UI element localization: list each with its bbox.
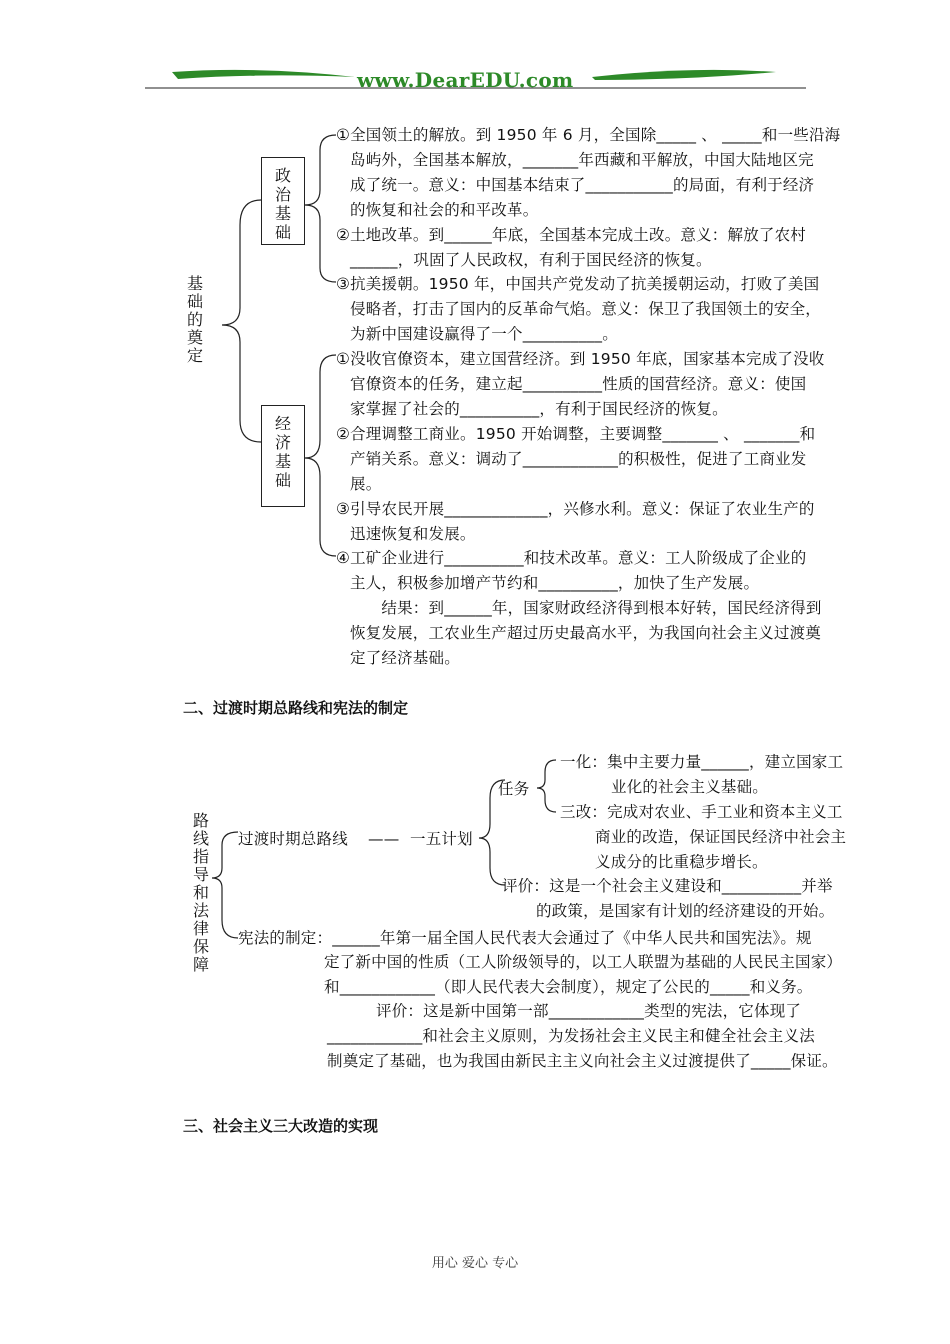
site-logo-text: www.DearEDU.com: [357, 68, 574, 92]
constitution-line-1: 宪法的制定：______年第一届全国人民代表大会通过了《中华人民共和国宪法》。规: [238, 929, 812, 947]
political-line-8: 侵略者，打击了国内的反革命气焰。意义：保卫了我国领土的安全，: [350, 300, 822, 318]
economic-line-9: ④工矿企业进行__________和技术改革。意义：工人阶级成了企业的: [336, 549, 807, 567]
economic-line-8: 迅速恢复和发展。: [350, 525, 476, 543]
evaluation-line-1: 评价：这是一个社会主义建设和__________并举: [502, 877, 833, 895]
constitution-line-6: 制奠定了基础，也为我国由新民主主义向社会主义过渡提供了_____保证。: [327, 1052, 838, 1070]
political-line-3: 成了统一。意义：中国基本结束了___________的局面，有利于经济: [350, 176, 815, 194]
political-basis-label: 政治基础: [274, 166, 291, 242]
economic-line-5: 产销关系。意义：调动了____________的积极性，促进了工商业发: [350, 450, 807, 468]
economic-line-3: 家掌握了社会的__________，有利于国民经济的恢复。: [350, 400, 728, 418]
task-line-2: 业化的社会主义基础。: [611, 778, 769, 796]
political-line-2: 岛屿外，全国基本解放，_______年西藏和平解放，中国大陆地区完: [350, 151, 814, 169]
economic-basis-label: 经济基础: [274, 414, 291, 490]
economic-result-line-1: 结果：到______年，国家财政经济得到根本好转，国民经济得到: [350, 599, 822, 617]
tasks-label: 任务: [498, 780, 530, 798]
economic-line-2: 官僚资本的任务，建立起__________性质的国营经济。意义：使国: [350, 375, 807, 393]
political-line-1: ①全国领土的解放。到 1950 年 6 月，全国除_____ 、 _____和一些沿海: [336, 126, 841, 144]
route-root-bracket: [212, 832, 238, 938]
political-line-9: 为新中国建设赢得了一个__________。: [350, 325, 618, 343]
constitution-line-4: 评价：这是新中国第一部____________类型的宪法，它体现了: [376, 1002, 802, 1020]
tasks-bracket: [537, 760, 556, 812]
economic-result-line-3: 定了经济基础。: [350, 649, 460, 667]
five-year-plan-label: 一五计划: [410, 830, 473, 848]
political-line-4: 的恢复和社会的和平改革。: [350, 201, 539, 219]
section3-heading: 三、社会主义三大改造的实现: [183, 1117, 379, 1135]
task-line-1: 一化：集中主要力量______，建立国家工: [560, 753, 844, 771]
economic-line-1: ①没收官僚资本，建立国营经济。到 1950 年底，国家基本完成了没收: [336, 350, 825, 368]
task-line-3: 三改：完成对农业、手工业和资本主义工: [560, 803, 843, 821]
task-line-4: 商业的改造，保证国民经济中社会主: [595, 828, 847, 846]
economic-line-7: ③引导农民开展_____________，兴修水利。意义：保证了农业生产的: [336, 500, 815, 518]
economic-line-4: ②合理调整工商业。1950 开始调整，主要调整_______ 、 _______和: [336, 425, 816, 443]
economic-line-10: 主人，积极参加增产节约和__________，加快了生产发展。: [350, 574, 760, 592]
task-line-5: 义成分的比重稳步增长。: [595, 853, 768, 871]
general-line-label: 过渡时期总路线: [238, 830, 348, 848]
evaluation-line-2: 的政策，是国家有计划的经济建设的开始。: [536, 902, 835, 920]
political-line-5: ②土地改革。到______年底，全国基本完成土改。意义：解放了农村: [336, 226, 806, 244]
constitution-line-2: 定了新中国的性质（工人阶级领导的，以工人联盟为基础的人民民主国家）: [324, 953, 843, 971]
section2-heading: 二、过渡时期总路线和宪法的制定: [183, 699, 409, 717]
section2-root-label: 路线指导和法律保障: [192, 811, 209, 974]
section1-root-label: 基础的奠定: [186, 274, 203, 365]
political-line-6: ______，巩固了人民政权，有利于国民经济的恢复。: [350, 251, 712, 269]
economic-result-line-2: 恢复发展，工农业生产超过历史最高水平，为我国向社会主义过渡奠: [350, 624, 822, 642]
economic-line-6: 展。: [350, 475, 382, 493]
constitution-line-5: ____________和社会主义原则，为发扬社会主义民主和健全社会主义法: [327, 1027, 815, 1045]
political-line-7: ③抗美援朝。1950 年，中国共产党发动了抗美援朝运动，打败了美国: [336, 275, 820, 293]
constitution-line-3: 和____________（即人民代表大会制度），规定了公民的_____和义务。: [324, 978, 813, 996]
general-line-dash: ——: [368, 830, 400, 848]
page-footer: 用心 爱心 专心: [431, 1256, 519, 1271]
